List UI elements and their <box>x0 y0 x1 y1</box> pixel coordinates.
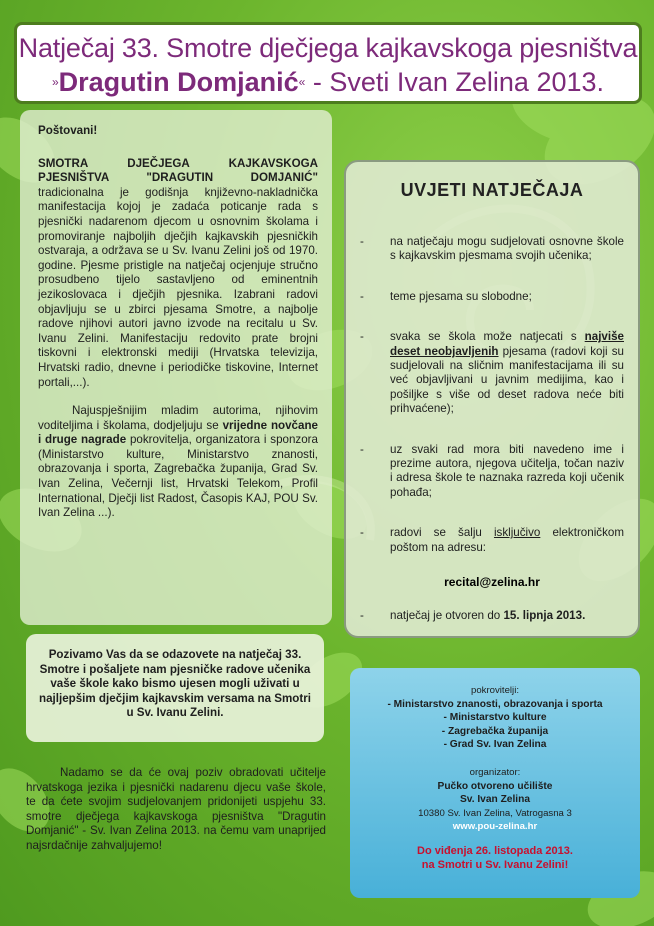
organizer-name: Pučko otvoreno učilište <box>437 780 553 792</box>
condition-text: uz svaki rad mora biti navedeno ime i prezime autora, njegova učitelja, točan naziv i adresa škole te naznaka razreda koji učenik pohađa; <box>390 442 624 499</box>
sponsor-item: - Ministarstvo kulture <box>443 712 547 724</box>
intro-bold: SMOTRA DJEČJEGA KAJKAVSKOGA PJESNIŠTVA "DRAGUTIN DOMJANIĆ" <box>38 156 318 185</box>
condition-item <box>360 443 624 501</box>
dash: - <box>360 609 364 623</box>
page-header <box>14 22 642 104</box>
conditions-panel <box>344 160 640 638</box>
quote-open: » <box>51 75 59 89</box>
sponsors-label: pokrovitelji: <box>471 685 519 696</box>
awards-paragraph <box>38 404 318 521</box>
condition-underline: isključivo <box>493 526 541 540</box>
awards-start: Najuspješnijim mladim autorima, njihovim voditeljima i školama, dodjeljuju se <box>38 404 318 432</box>
conditions-title: UVJETI NATJEČAJA <box>400 180 584 200</box>
closing-paragraph: Nadamo se da će ovaj poziv obradovati učitelje hrvatskoga jezika i pjesnički nadarenu djecu vaše škole, te da ćete svojim sudjelovanjem pridonijeti uspjehu 33. smotre dječjega kajkavskoga pjesništva "Dragutin Domjanić" - Sv. Ivan Zelina 2013. na čemu vam unaprijed najsrdačnije zahvaljujemo! <box>26 766 326 852</box>
condition-text: teme pjesama su slobodne; <box>390 289 532 303</box>
condition-item <box>360 609 624 623</box>
conditions-list-end <box>360 609 624 623</box>
condition-text: radovi se šalju <box>390 526 494 540</box>
invitation-box <box>26 634 324 742</box>
sponsor-item: - Grad Sv. Ivan Zelina <box>443 739 547 751</box>
condition-item <box>360 330 624 416</box>
sponsors-box <box>350 668 640 898</box>
organizer-website[interactable]: www.pou-zelina.hr <box>452 821 538 833</box>
sponsor-item: - Zagrebačka županija <box>441 725 549 737</box>
organizer-city: Sv. Ivan Zelina <box>459 794 531 806</box>
dash: - <box>360 235 364 248</box>
contact-email[interactable]: recital@zelina.hr <box>444 575 540 590</box>
invitation-text: Pozivamo Vas da se odazovete na natječaj 33. Smotre i pošaljete nam pjesničke radove učenika vaše škole kako bismo ujesen mogli uživati u najljepšim dječjim kajkavskim versama na Smotri u Sv. Ivanu Zelini. <box>39 648 311 720</box>
closing-message <box>350 844 640 872</box>
condition-text: elektroničkom poštom na adresu: <box>390 526 624 554</box>
dash: - <box>360 330 364 344</box>
header-name: Dragutin Domjanić <box>58 67 299 97</box>
condition-text: natječaj je otvoren do <box>390 609 504 623</box>
condition-text: svaka se škola može natjecati s <box>390 330 585 344</box>
dash: - <box>360 526 364 540</box>
deadline: 15. lipnja 2013. <box>503 609 586 623</box>
greeting: Poštovani! <box>38 124 98 137</box>
closing-section <box>26 766 326 896</box>
condition-text: na natječaju mogu sudjelovati osnovne škole s kajkavskim pjesmama svojih učenika; <box>390 235 624 263</box>
intro-text: tradicionalna je godišnja književno-nakladnička manifestacija kojoj je zadaća poticanje rada s pjesnički nadarenom djecom u osnovnim školama i promoviranje najboljih dječjih kajkavskih pjesničkih ostvaraja, a održava se u Sv. Ivanu Zelini još od 1970. godine. Pjesme pristigle na natječaj ocjenjuje stručno prosudbeno tijelo sastavljeno od eminentnih jezikoslovaca i dječjih pjesnika. Izabrani radovi objavljuju se u zbirci pjesama Smotre, a najbolje radove njihovi autori javno izvode na recitalu u Sv. Ivanu Zelini. Manifestaciju redovito prate brojni tiskovni i elektronski mediji (Hrvatska televizija, Hrvatski radio, dnevne i periodičke tiskovine, Internet portali,...). <box>38 185 318 389</box>
conditions-list <box>360 235 624 555</box>
organizer-address: 10380 Sv. Ivan Zelina, Vatrogasna 3 <box>418 807 572 819</box>
sponsor-item: - Ministarstvo znanosti, obrazovanja i sporta <box>387 698 603 710</box>
dash: - <box>360 442 364 456</box>
closing-line2: na Smotri u Sv. Ivanu Zelini! <box>421 858 569 871</box>
condition-item <box>360 235 624 264</box>
condition-item <box>360 526 624 555</box>
condition-text: pjesama (radovi koji su sudjelovali na sličnim manifestacijama ili su već objavljivani u javnim medijima, kao i pošiljke s više od deset radova neće biti prihvaćene); <box>390 344 624 416</box>
closing-line1: Do viđenja 26. listopada 2013. <box>417 844 573 857</box>
organizer-label: organizator: <box>469 766 521 778</box>
header-title-line2 <box>17 65 639 99</box>
condition-bold: najviše deset neobjavljenih <box>390 330 624 358</box>
spacer <box>350 752 640 766</box>
intro-paragraph <box>38 157 318 391</box>
header-location-year: - Sveti Ivan Zelina 2013. <box>305 67 605 97</box>
quote-close: « <box>298 75 306 89</box>
awards-bold: vrijedne novčane i druge nagrade <box>38 418 318 447</box>
header-title-line1: Natječaj 33. Smotre dječjega kajkavskoga pjesništva <box>18 33 638 63</box>
awards-rest: pokrovitelja, organizatora i sponzora (Ministarstvo kulture, Ministarstvo znanosti, obrazovanja i sporta, Zagrebačka županija, Grad Sv. Ivan Zelina, Večernji list, Hrvatski Telekom, Profil International, Dječji list Radost, Časopis KAJ, POU Sv. Ivan Zelina ...). <box>38 433 318 520</box>
condition-item <box>360 290 624 304</box>
intro-panel <box>20 110 332 625</box>
dash: - <box>360 289 364 303</box>
